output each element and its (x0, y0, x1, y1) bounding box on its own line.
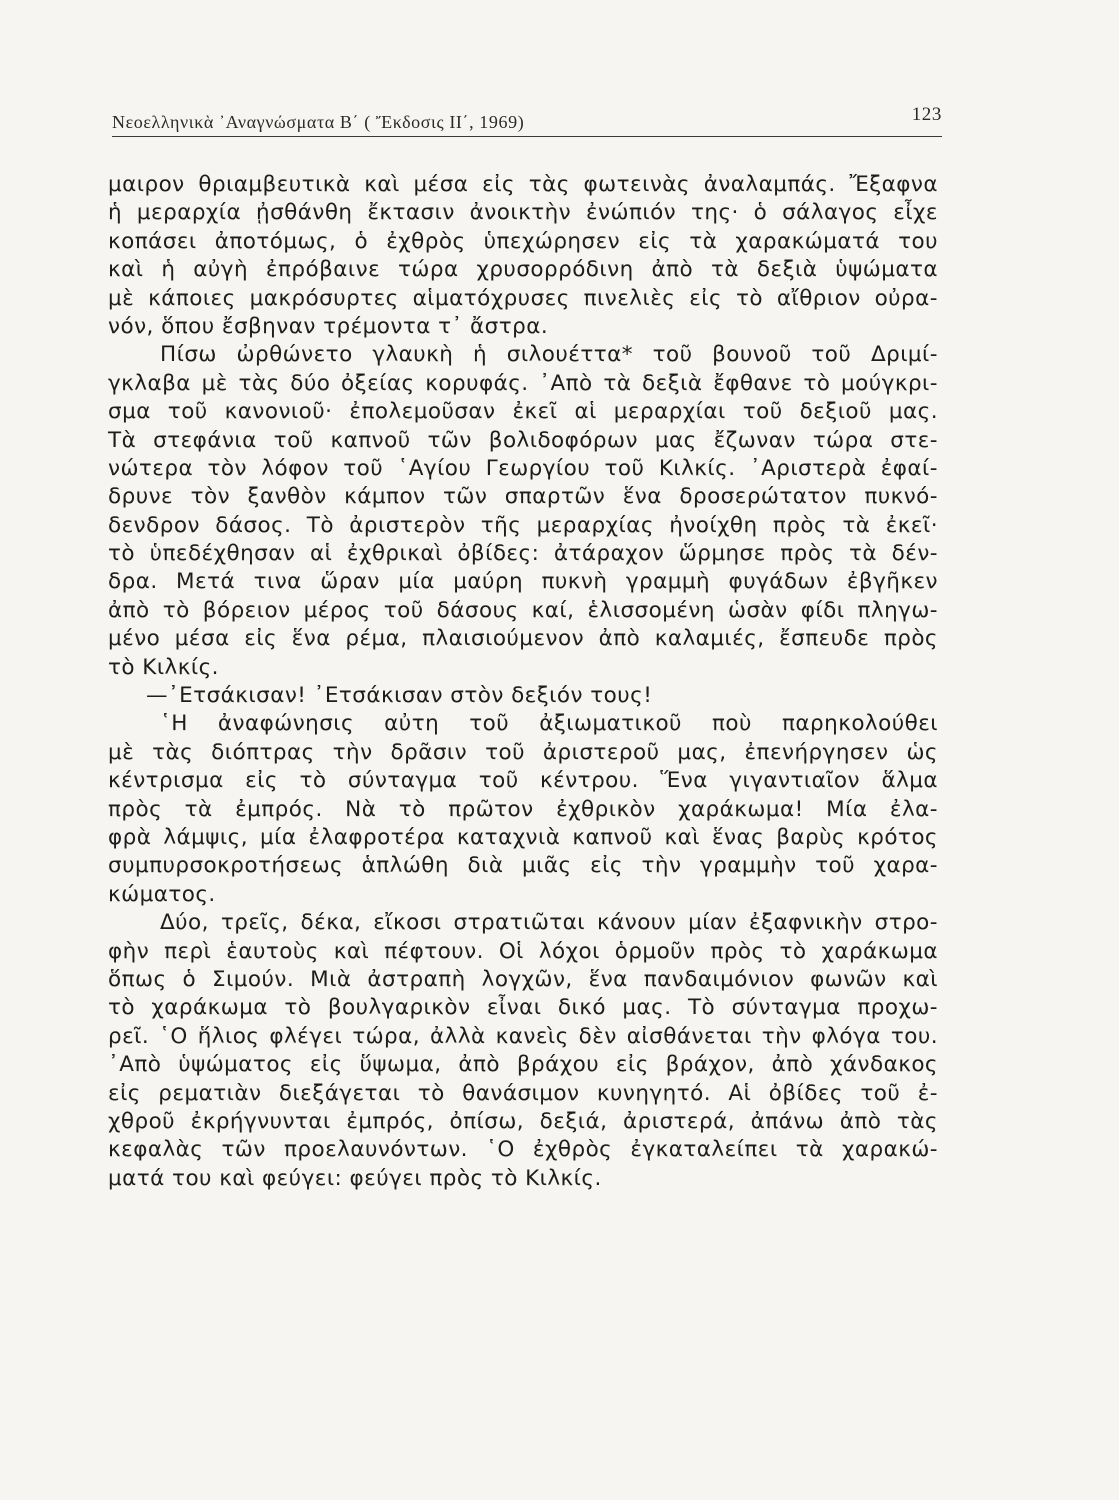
text-line: κώματος. (108, 881, 216, 907)
text-line: πρὸς τὰ ἐμπρός. Νὰ τὸ πρῶτον ἐχθρικὸν χαράκωμα! Μία ἐλα- (108, 796, 938, 822)
text-line: ᾿Απὸ ὑψώματος εἰς ὕψωμα, ἀπὸ βράχου εἰς βράχον, ἀπὸ χάνδακος (108, 1052, 938, 1078)
text-line: Πίσω ὠρθώνετο γλαυκὴ ἡ σιλουέττα* τοῦ βουνοῦ τοῦ Δριμί- (160, 342, 938, 368)
text-line: νόν, ὅπου ἔσβηναν τρέμοντα τ᾿ ἄστρα. (108, 313, 549, 339)
text-line: μαιρον θριαμβευτικὰ καὶ μέσα εἰς τὰς φωτεινὰς ἀναλαμπάς. Ἔξαφνα (108, 172, 938, 197)
text-line: Τὰ στεφάνια τοῦ καπνοῦ τῶν βολιδοφόρων μας ἔζωναν τώρα στε- (108, 427, 938, 453)
text-line: κοπάσει ἀποτόμως, ὁ ἐχθρὸς ὑπεχώρησεν εἰς τὰ χαρακώματά του (108, 228, 938, 254)
text-line: κεφαλὰς τῶν προελαυνόντων. ῾Ο ἐχθρὸς ἐγκαταλείπει τὰ χαρακώ- (108, 1137, 938, 1163)
text-line: καὶ ἡ αὐγὴ ἐπρόβαινε τώρα χρυσορρόδινη ἀπὸ τὰ δεξιὰ ὑψώματα (108, 257, 938, 283)
text-line: —᾿Ετσάκισαν! ᾿Ετσάκισαν στὸν δεξιόν τους! (146, 683, 653, 709)
text-line: Δύο, τρεῖς, δέκα, εἴκοσι στρατιῶται κάνουν μίαν ἐξαφνικὴν στρο- (160, 910, 938, 936)
text-line: μένο μέσα εἰς ἕνα ρέμα, πλαισιούμενον ἀπὸ καλαμιές, ἔσπευδε πρὸς (108, 626, 938, 652)
text-line: δρυνε τὸν ξανθὸν κάμπον τῶν σπαρτῶν ἕνα δροσερώτατον πυκνό- (108, 484, 938, 510)
text-line: ἀπὸ τὸ βόρειον μέρος τοῦ δάσους καί, ἑλισσομένη ὡσὰν φίδι πληγω- (108, 597, 938, 623)
text-line: εἰς ρεματιὰν διεξάγεται τὸ θανάσιμον κυνηγητό. Αἱ ὀβίδες τοῦ ἐ- (108, 1080, 938, 1106)
text-line: χθροῦ ἐκρήγνυνται ἐμπρός, ὀπίσω, δεξιά, ἀριστερά, ἀπάνω ἀπὸ τὰς (108, 1108, 938, 1134)
header-rule (112, 136, 942, 137)
text-line: δενδρον δάσος. Τὸ ἀριστερὸν τῆς μεραρχίας ἠνοίχθη πρὸς τὰ ἐκεῖ· (108, 512, 938, 538)
text-line: τὸ Κιλκίς. (108, 654, 219, 680)
text-line: φὴν περὶ ἑαυτοὺς καὶ πέφτουν. Οἱ λόχοι ὁρμοῦν πρὸς τὸ χαράκωμα (108, 938, 938, 964)
text-line: φρὰ λάμψις, μία ἐλαφροτέρα καταχνιὰ καπνοῦ καὶ ἕνας βαρὺς κρότος (108, 824, 938, 850)
text-line: κέντρισμα εἰς τὸ σύνταγμα τοῦ κέντρου. Ἕνα γιγαντιαῖον ἅλμα (108, 768, 938, 794)
text-line: ματά του καὶ φεύγει: φεύγει πρὸς τὸ Κιλκίς. (108, 1165, 602, 1191)
text-line: μὲ κάποιες μακρόσυρτες αἱματόχρυσες πινελιὲς εἰς τὸ αἴθριον οὐρα- (108, 285, 938, 311)
text-line: ὅπως ὁ Σιμούν. Μιὰ ἀστραπὴ λογχῶν, ἕνα πανδαιμόνιον φωνῶν καὶ (108, 966, 938, 992)
text-line: δρα. Μετά τινα ὥραν μία μαύρη πυκνὴ γραμμὴ φυγάδων ἐβγῆκεν (108, 569, 938, 595)
text-line: ρεῖ. ῾Ο ἥλιος φλέγει τώρα, ἀλλὰ κανεὶς δὲν αἰσθάνεται τὴν φλόγα του. (108, 1023, 938, 1049)
text-line: μὲ τὰς διόπτρας τὴν δρᾶσιν τοῦ ἀριστεροῦ μας, ἐπενήργησεν ὡς (108, 739, 938, 765)
text-line: νώτερα τὸν λόφον τοῦ ῾Αγίου Γεωργίου τοῦ Κιλκίς. ᾿Αριστερὰ ἐφαί- (108, 455, 938, 481)
text-line: τὸ χαράκωμα τὸ βουλγαρικὸν εἶναι δικό μας. Τὸ σύνταγμα προχω- (108, 995, 938, 1021)
text-line: γκλαβα μὲ τὰς δύο ὀξείας κορυφάς. ᾿Απὸ τὰ δεξιὰ ἔφθανε τὸ μούγκρι- (108, 370, 938, 396)
text-line: ἡ μεραρχία ᾐσθάνθη ἔκτασιν ἀνοικτὴν ἐνώπιόν της· ὁ σάλαγος εἶχε (108, 200, 938, 226)
page-header (112, 104, 942, 138)
page-number: 123 (911, 104, 942, 125)
text-line: τὸ ὑπεδέχθησαν αἱ ἐχθρικαὶ ὀβίδες: ἀτάραχον ὥρμησε πρὸς τὰ δέν- (108, 541, 938, 567)
running-head: Νεοελληνικὰ ᾿Αναγνώσματα Β΄ ( Ἔκδοσις ΙΙ΄, 1969) (112, 112, 525, 132)
text-line: συμπυρσοκροτήσεως ἁπλώθη διὰ μιᾶς εἰς τὴν γραμμὴν τοῦ χαρα- (108, 853, 938, 879)
text-line: σμα τοῦ κανονιοῦ· ἐπολεμοῦσαν ἐκεῖ αἱ μεραρχίαι τοῦ δεξιοῦ μας. (108, 399, 938, 425)
text-line: ῾Η ἀναφώνησις αὐτη τοῦ ἀξιωματικοῦ ποὺ παρηκολούθει (160, 711, 938, 737)
body-text (108, 171, 938, 1193)
